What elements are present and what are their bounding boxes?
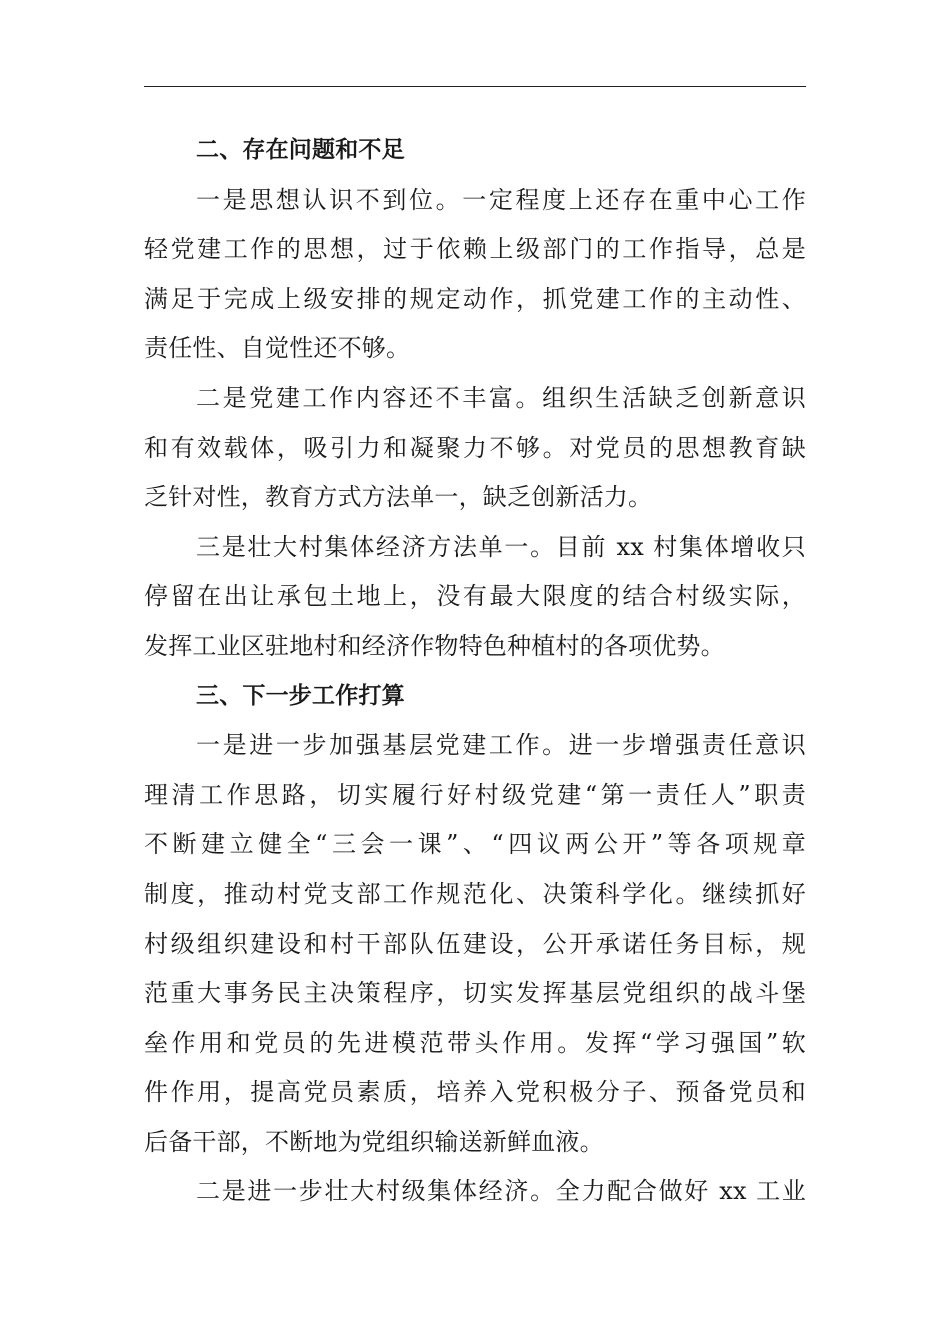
paragraph-line: 二是进一步壮大村级集体经济。全力配合做好 xx 工业 <box>196 1177 806 1206</box>
paragraph-line: 后备干部，不断地为党组织输送新鲜血液。 <box>144 1127 604 1156</box>
section-heading: 二、存在问题和不足 <box>196 137 405 163</box>
paragraph-line: 停留在出让承包土地上，没有最大限度的结合村级实际， <box>144 582 806 611</box>
paragraph-line: 乏针对性，教育方式方法单一，缺乏创新活力。 <box>144 483 653 512</box>
paragraph-line: 件作用，提高党员素质，培养入党积极分子、预备党员和 <box>144 1078 806 1107</box>
document-page <box>144 0 806 1344</box>
paragraph-line: 三是壮大村集体经济方法单一。目前 xx 村集体增收只 <box>196 532 806 561</box>
paragraph-line: 轻党建工作的思想，过于依赖上级部门的工作指导，总是 <box>144 235 806 264</box>
paragraph-line: 村级组织建设和村干部队伍建设，公开承诺任务目标，规 <box>144 929 806 958</box>
document-body <box>144 126 806 1217</box>
paragraph-line: 范重大事务民主决策程序，切实发挥基层党组织的战斗堡 <box>144 979 806 1008</box>
paragraph-line: 不断建立健全“三会一课”、“四议两公开”等各项规章 <box>144 830 806 859</box>
paragraph-line: 一是进一步加强基层党建工作。进一步增强责任意识 <box>196 731 806 760</box>
paragraph-line: 责任性、自觉性还不够。 <box>144 334 411 363</box>
paragraph-line: 二是党建工作内容还不丰富。组织生活缺乏创新意识 <box>196 383 806 412</box>
paragraph-line: 满足于完成上级安排的规定动作，抓党建工作的主动性、 <box>144 284 806 313</box>
section-heading: 三、下一步工作打算 <box>196 682 405 709</box>
paragraph-line: 和有效载体，吸引力和凝聚力不够。对党员的思想教育缺 <box>144 433 806 462</box>
paragraph-line: 理清工作思路，切实履行好村级党建“第一责任人”职责 <box>144 780 806 809</box>
paragraph-line: 一是思想认识不到位。一定程度上还存在重中心工作 <box>196 185 806 214</box>
paragraph-line: 制度，推动村党支部工作规范化、决策科学化。继续抓好 <box>144 879 806 908</box>
header-rule <box>144 86 806 87</box>
paragraph-line: 垒作用和党员的先进模范带头作用。发挥“学习强国”软 <box>144 1028 806 1057</box>
paragraph-line: 发挥工业区驻地村和经济作物特色种植村的各项优势。 <box>144 631 725 660</box>
